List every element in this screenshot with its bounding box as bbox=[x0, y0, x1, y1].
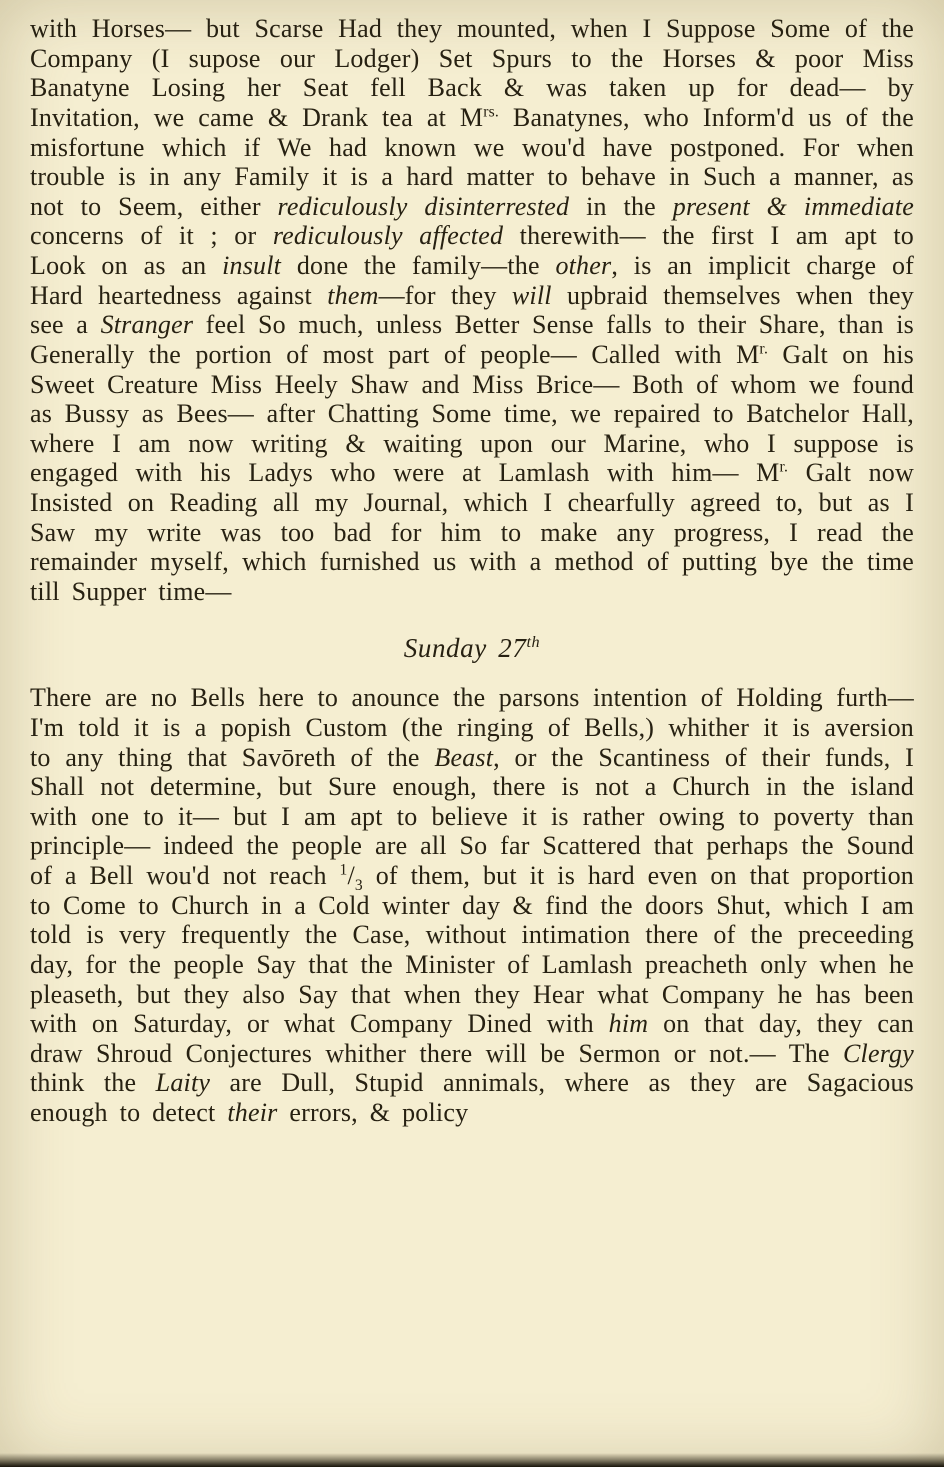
journal-paragraph-1: with Horses— but Scarse Had they mounted, when I Suppose Some of the Company (I supose our Lodger) Set Spurs to the Horses & poor Miss Banatyne Losing her Seat fell Back & was taken up for dead— by Invitation, we came & Drank tea at $M^{rs.}$ Banatynes, who Inform'd us of the misfortune which if We had known we wou'd have postponed. For when trouble is in any Family it is a hard matter to behave in Such a manner, as not to Seem, either rediculously disinterrested in the present & immediate concerns of it ; or rediculously affected therewith— the first I am apt to Look on as an insult done the family—the other, is an implicit charge of Hard heartedness against them—for they will upbraid themselves when they see a Stranger feel So much, unless Better Sense falls to their Share, than is Generally the portion of most part of people— Called with $M^{r.}$ Galt on his Sweet Creature Miss Heely Shaw and Miss Brice— Both of whom we found as Bussy as Bees— after Chatting Some time, we repaired to Batchelor Hall, where I am now writing & waiting upon our Marine, who I suppose is engaged with his Ladys who were at Lamlash with him— $M^{r.}$ Galt now Insisted on Reading all my Journal, which I chearfully agreed to, but as I Saw my write was too bad for him to make any progress, I read the remainder myself, which furnished us with a method of putting bye the time till Supper time— bbox=[30, 14, 915, 606]
journal-paragraph-2: There are no Bells here to anounce the parsons intention of Holding furth— I'm told it is a popish Custom (the ringing of Bells,) whither it is aversion to any thing that Savōreth of the Beast, or the Scantiness of their funds, I Shall not determine, but Sure enough, there is not a Church in the island with one to it— but I am apt to believe it is rather owing to poverty than principle— indeed the people are all So far Scattered that perhaps the Sound of a Bell wou'd not reach $^1/_3$ of them, but it is hard even on that proportion to Come to Church in a Cold winter day & find the doors Shut, which I am told is very frequently the Case, without intimation there of the preceeding day, for the people Say that the Minister of Lamlash preacheth only when he pleaseth, but they also Say that when they Hear what Company he has been with on Saturday, or what Company Dined with him on that day, they can draw Shroud Conjectures whither there will be Sermon or not.— The Clergy think the Laity are Dull, Stupid annimals, where as they are Sagacious enough to detect their errors, & policy bbox=[30, 683, 914, 1128]
entry-date-heading: Sunday 27th bbox=[403, 632, 541, 663]
scan-edge-shadow bbox=[0, 1453, 944, 1467]
